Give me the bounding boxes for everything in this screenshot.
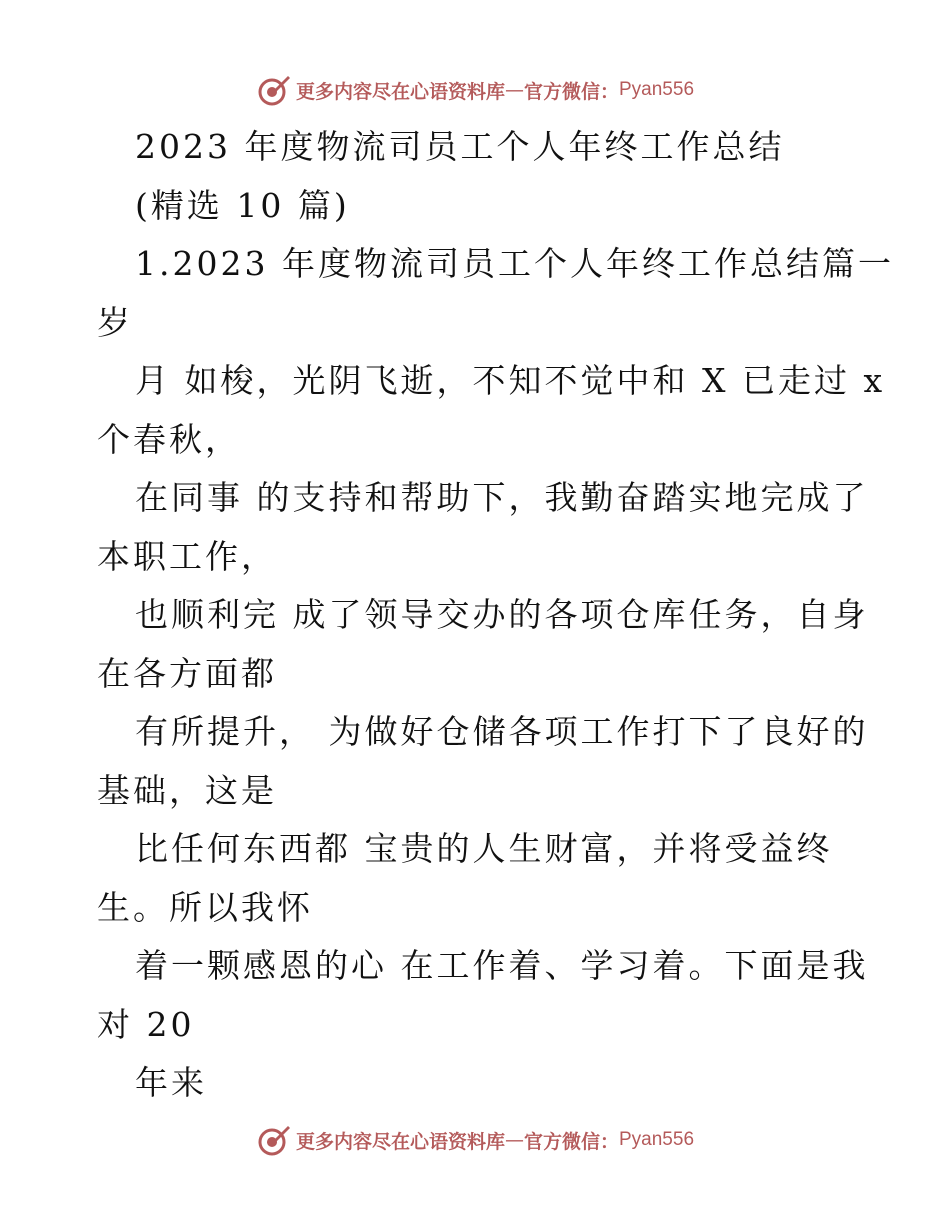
watermark-official-label: 官方微信： [523, 80, 619, 103]
doc-line-subtitle: (精选 10 篇) [135, 185, 350, 225]
footer-watermark [0, 1120, 950, 1160]
doc-line: 岁 [97, 302, 133, 342]
doc-line: 着一颗感恩的心 在工作着、学习着。下面是我 [135, 946, 869, 985]
doc-line-title: 2023 年度物流司员工个人年终工作总结 [135, 127, 785, 166]
quill-logo-icon [256, 1122, 292, 1158]
doc-line: 对 20 [97, 1004, 195, 1044]
watermark-separator: — [504, 79, 524, 101]
doc-line: 在同事 的支持和帮助下，我勤奋踏实地完成了 [135, 478, 869, 517]
doc-line: 也顺利完 成了领导交办的各项仓库任务，自身 [135, 595, 869, 634]
doc-line: 生。所以我怀 [97, 887, 313, 927]
doc-line: 月 如梭，光阴飞逝，不知不觉中和 X 已走过 x [135, 361, 886, 400]
doc-line: 基础，这是 [97, 770, 277, 810]
doc-line: 在各方面都 [97, 653, 277, 693]
watermark-text: 更多内容尽在心语资料库 [295, 80, 505, 103]
header-watermark [0, 70, 950, 110]
watermark-separator: — [504, 1129, 524, 1151]
doc-line: 个春秋， [97, 419, 241, 459]
doc-line: 有所提升， 为做好仓储各项工作打下了良好的 [135, 712, 869, 751]
doc-line: 年来 [135, 1063, 207, 1102]
doc-line: 本职工作， [97, 536, 277, 576]
watermark-wechat-id: Pyan556 [619, 1129, 695, 1150]
quill-logo-icon [256, 72, 292, 108]
watermark-wechat-id: Pyan556 [619, 79, 695, 100]
doc-line: 比任何东西都 宝贵的人生财富，并将受益终 [135, 829, 833, 868]
document-body [97, 118, 894, 1113]
watermark-official-label: 官方微信： [523, 1130, 619, 1153]
doc-line-section-heading: 1.2023 年度物流司员工个人年终工作总结篇一 [135, 244, 894, 283]
watermark-text: 更多内容尽在心语资料库 [295, 1130, 505, 1153]
